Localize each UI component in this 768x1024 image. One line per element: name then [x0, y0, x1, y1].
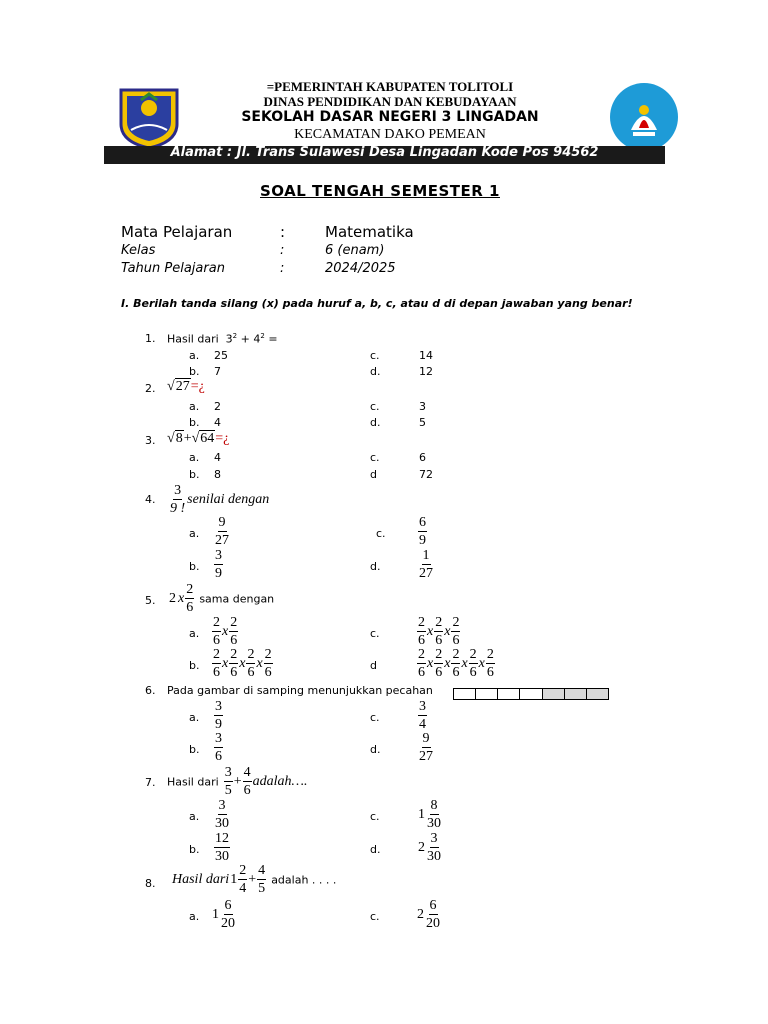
- q4-c-letter[interactable]: c.: [376, 527, 386, 540]
- q4-number: 4.: [145, 493, 156, 506]
- q5-number: 5.: [145, 594, 156, 607]
- q8-c-letter[interactable]: c.: [370, 910, 380, 923]
- q3-a-answer: 4: [214, 451, 221, 464]
- q4-d-answer: $\frac{1}{27}$: [419, 548, 433, 581]
- q4-d-letter[interactable]: d.: [370, 560, 381, 573]
- q1-c-letter[interactable]: c.: [370, 349, 380, 362]
- q3-question: √8+√64=¿: [167, 431, 230, 446]
- q5-d-answer: $\frac{2}{6}$ x $\frac{2}{6}$ x $\frac{2}{6}$ x $\frac{2}{6}$ x $\frac{2}{6}$: [418, 647, 494, 680]
- q4-question: $\frac{3}{9 !}$ senilai dengan: [170, 483, 270, 516]
- q7-b-letter[interactable]: b.: [189, 843, 200, 856]
- q3-a-letter[interactable]: a.: [189, 451, 200, 464]
- q5-d-letter[interactable]: d: [370, 659, 377, 672]
- q4-a-answer: $\frac{9}{27}$: [215, 515, 229, 548]
- header-line-4: KECAMATAN DAKO PEMEAN: [294, 127, 486, 142]
- q1-a-letter[interactable]: a.: [189, 349, 200, 362]
- q2-question: √27=¿: [167, 379, 205, 394]
- fraction-bar: [453, 688, 609, 700]
- q6-a-letter[interactable]: a.: [189, 711, 200, 724]
- q5-b-answer: $\frac{2}{6}$ x $\frac{2}{6}$ x $\frac{2}{6}$ x $\frac{2}{6}$: [213, 647, 272, 680]
- left-logo: [117, 86, 181, 150]
- subject-value: Matematika: [325, 223, 414, 241]
- q7-a-letter[interactable]: a.: [189, 810, 200, 823]
- q2-c-answer: 3: [419, 400, 426, 413]
- q7-d-letter[interactable]: d.: [370, 843, 381, 856]
- bar-cell: [497, 688, 520, 700]
- q4-a-letter[interactable]: a.: [189, 527, 200, 540]
- q7-b-answer: $\frac{12}{30}$: [215, 831, 229, 864]
- q2-a-answer: 2: [214, 400, 221, 413]
- q2-c-letter[interactable]: c.: [370, 400, 380, 413]
- q3-c-answer: 6: [419, 451, 426, 464]
- q5-question: 2 x $\frac{2}{6}$ sama dengan: [169, 582, 275, 615]
- q6-b-letter[interactable]: b.: [189, 743, 200, 756]
- q2-d-letter[interactable]: d.: [370, 416, 381, 429]
- q7-c-answer: 1 $\frac{8}{30}$: [418, 798, 441, 831]
- bar-cell: [475, 688, 498, 700]
- q4-c-answer: $\frac{6}{9}$: [419, 515, 426, 548]
- q6-question: Pada gambar di samping menunjukkan pecahan: [167, 684, 433, 697]
- subject-colon: :: [280, 223, 286, 241]
- q7-a-answer: $\frac{3}{30}$: [215, 798, 229, 831]
- q1-d-letter[interactable]: d.: [370, 365, 381, 378]
- header-line-2: DINAS PENDIDIKAN DAN KEBUDAYAAN: [263, 94, 517, 109]
- q6-a-answer: $\frac{3}{9}$: [215, 699, 222, 732]
- page-title: SOAL TENGAH SEMESTER 1: [260, 182, 500, 200]
- q1-number: 1.: [145, 332, 156, 345]
- q8-question: Hasil dari1 $\frac{2}{4}$ + $\frac{4}{5}$ adalah . . . .: [172, 863, 337, 896]
- q2-d-answer: 5: [419, 416, 426, 429]
- q2-a-letter[interactable]: a.: [189, 400, 200, 413]
- right-logo: [609, 82, 679, 152]
- q3-b-answer: 8: [214, 468, 221, 481]
- class-colon: :: [280, 243, 285, 258]
- q3-d-letter[interactable]: d: [370, 468, 377, 481]
- class-value: 6 (enam): [325, 243, 385, 258]
- year-value: 2024/2025: [325, 261, 396, 276]
- q7-question: Hasil dari $\frac{3}{5}$ + $\frac{4}{6}$ adalah….: [167, 765, 308, 798]
- q3-c-letter[interactable]: c.: [370, 451, 380, 464]
- q1-c-answer: 14: [419, 349, 433, 362]
- q8-c-answer: 2 $\frac{6}{20}$: [417, 898, 440, 931]
- q5-c-answer: $\frac{2}{6}$ x $\frac{2}{6}$ x $\frac{2}{6}$: [418, 615, 460, 648]
- q6-b-answer: $\frac{3}{6}$: [215, 731, 222, 764]
- q7-number: 7.: [145, 776, 156, 789]
- q3-b-letter[interactable]: b.: [189, 468, 200, 481]
- q6-d-letter[interactable]: d.: [370, 743, 381, 756]
- q5-a-answer: $\frac{2}{6}$ x $\frac{2}{6}$: [213, 615, 238, 648]
- q5-c-letter[interactable]: c.: [370, 627, 380, 640]
- q5-a-letter[interactable]: a.: [189, 627, 200, 640]
- header-line-1: =PEMERINTAH KABUPATEN TOLITOLI: [266, 79, 514, 94]
- q6-c-letter[interactable]: c.: [370, 711, 380, 724]
- q4-b-answer: $\frac{3}{9}$: [215, 548, 222, 581]
- q1-question: Hasil dari $3^2 + 4^2$ =: [167, 332, 278, 346]
- q1-a-answer: 25: [214, 349, 228, 362]
- q7-d-answer: 2 $\frac{3}{30}$: [418, 831, 441, 864]
- q5-b-letter[interactable]: b.: [189, 659, 200, 672]
- q8-number: 8.: [145, 877, 156, 890]
- year-label: Tahun Pelajaran: [121, 261, 225, 276]
- q1-b-letter[interactable]: b.: [189, 365, 200, 378]
- q6-d-answer: $\frac{9}{27}$: [419, 731, 433, 764]
- q3-number: 3.: [145, 434, 156, 447]
- q8-a-letter[interactable]: a.: [189, 910, 200, 923]
- q6-c-answer: $\frac{3}{4}$: [419, 699, 426, 732]
- bar-cell-shaded: [564, 688, 587, 700]
- q8-a-answer: 1 $\frac{6}{20}$: [212, 898, 235, 931]
- q3-d-answer: 72: [419, 468, 433, 481]
- year-colon: :: [280, 261, 285, 276]
- q6-number: 6.: [145, 684, 156, 697]
- bar-cell-shaded: [542, 688, 565, 700]
- q2-number: 2.: [145, 382, 156, 395]
- q4-b-letter[interactable]: b.: [189, 560, 200, 573]
- q1-d-answer: 12: [419, 365, 433, 378]
- bar-cell: [453, 688, 476, 700]
- q2-b-letter[interactable]: b.: [189, 416, 200, 429]
- subject-label: Mata Pelajaran: [121, 223, 233, 241]
- q1-b-answer: 7: [214, 365, 221, 378]
- header-line-3: SEKOLAH DASAR NEGERI 3 LINGADAN: [241, 109, 539, 125]
- instruction: I. Berilah tanda silang (x) pada huruf a, b, c, atau d di depan jawaban yang benar!: [121, 297, 633, 310]
- q2-b-answer: 4: [214, 416, 221, 429]
- class-label: Kelas: [121, 243, 156, 258]
- bar-cell: [519, 688, 542, 700]
- bar-cell-shaded: [586, 688, 609, 700]
- q7-c-letter[interactable]: c.: [370, 810, 380, 823]
- address-text: Alamat : Jl. Trans Sulawesi Desa Lingadan Kode Pos 94562: [170, 145, 599, 160]
